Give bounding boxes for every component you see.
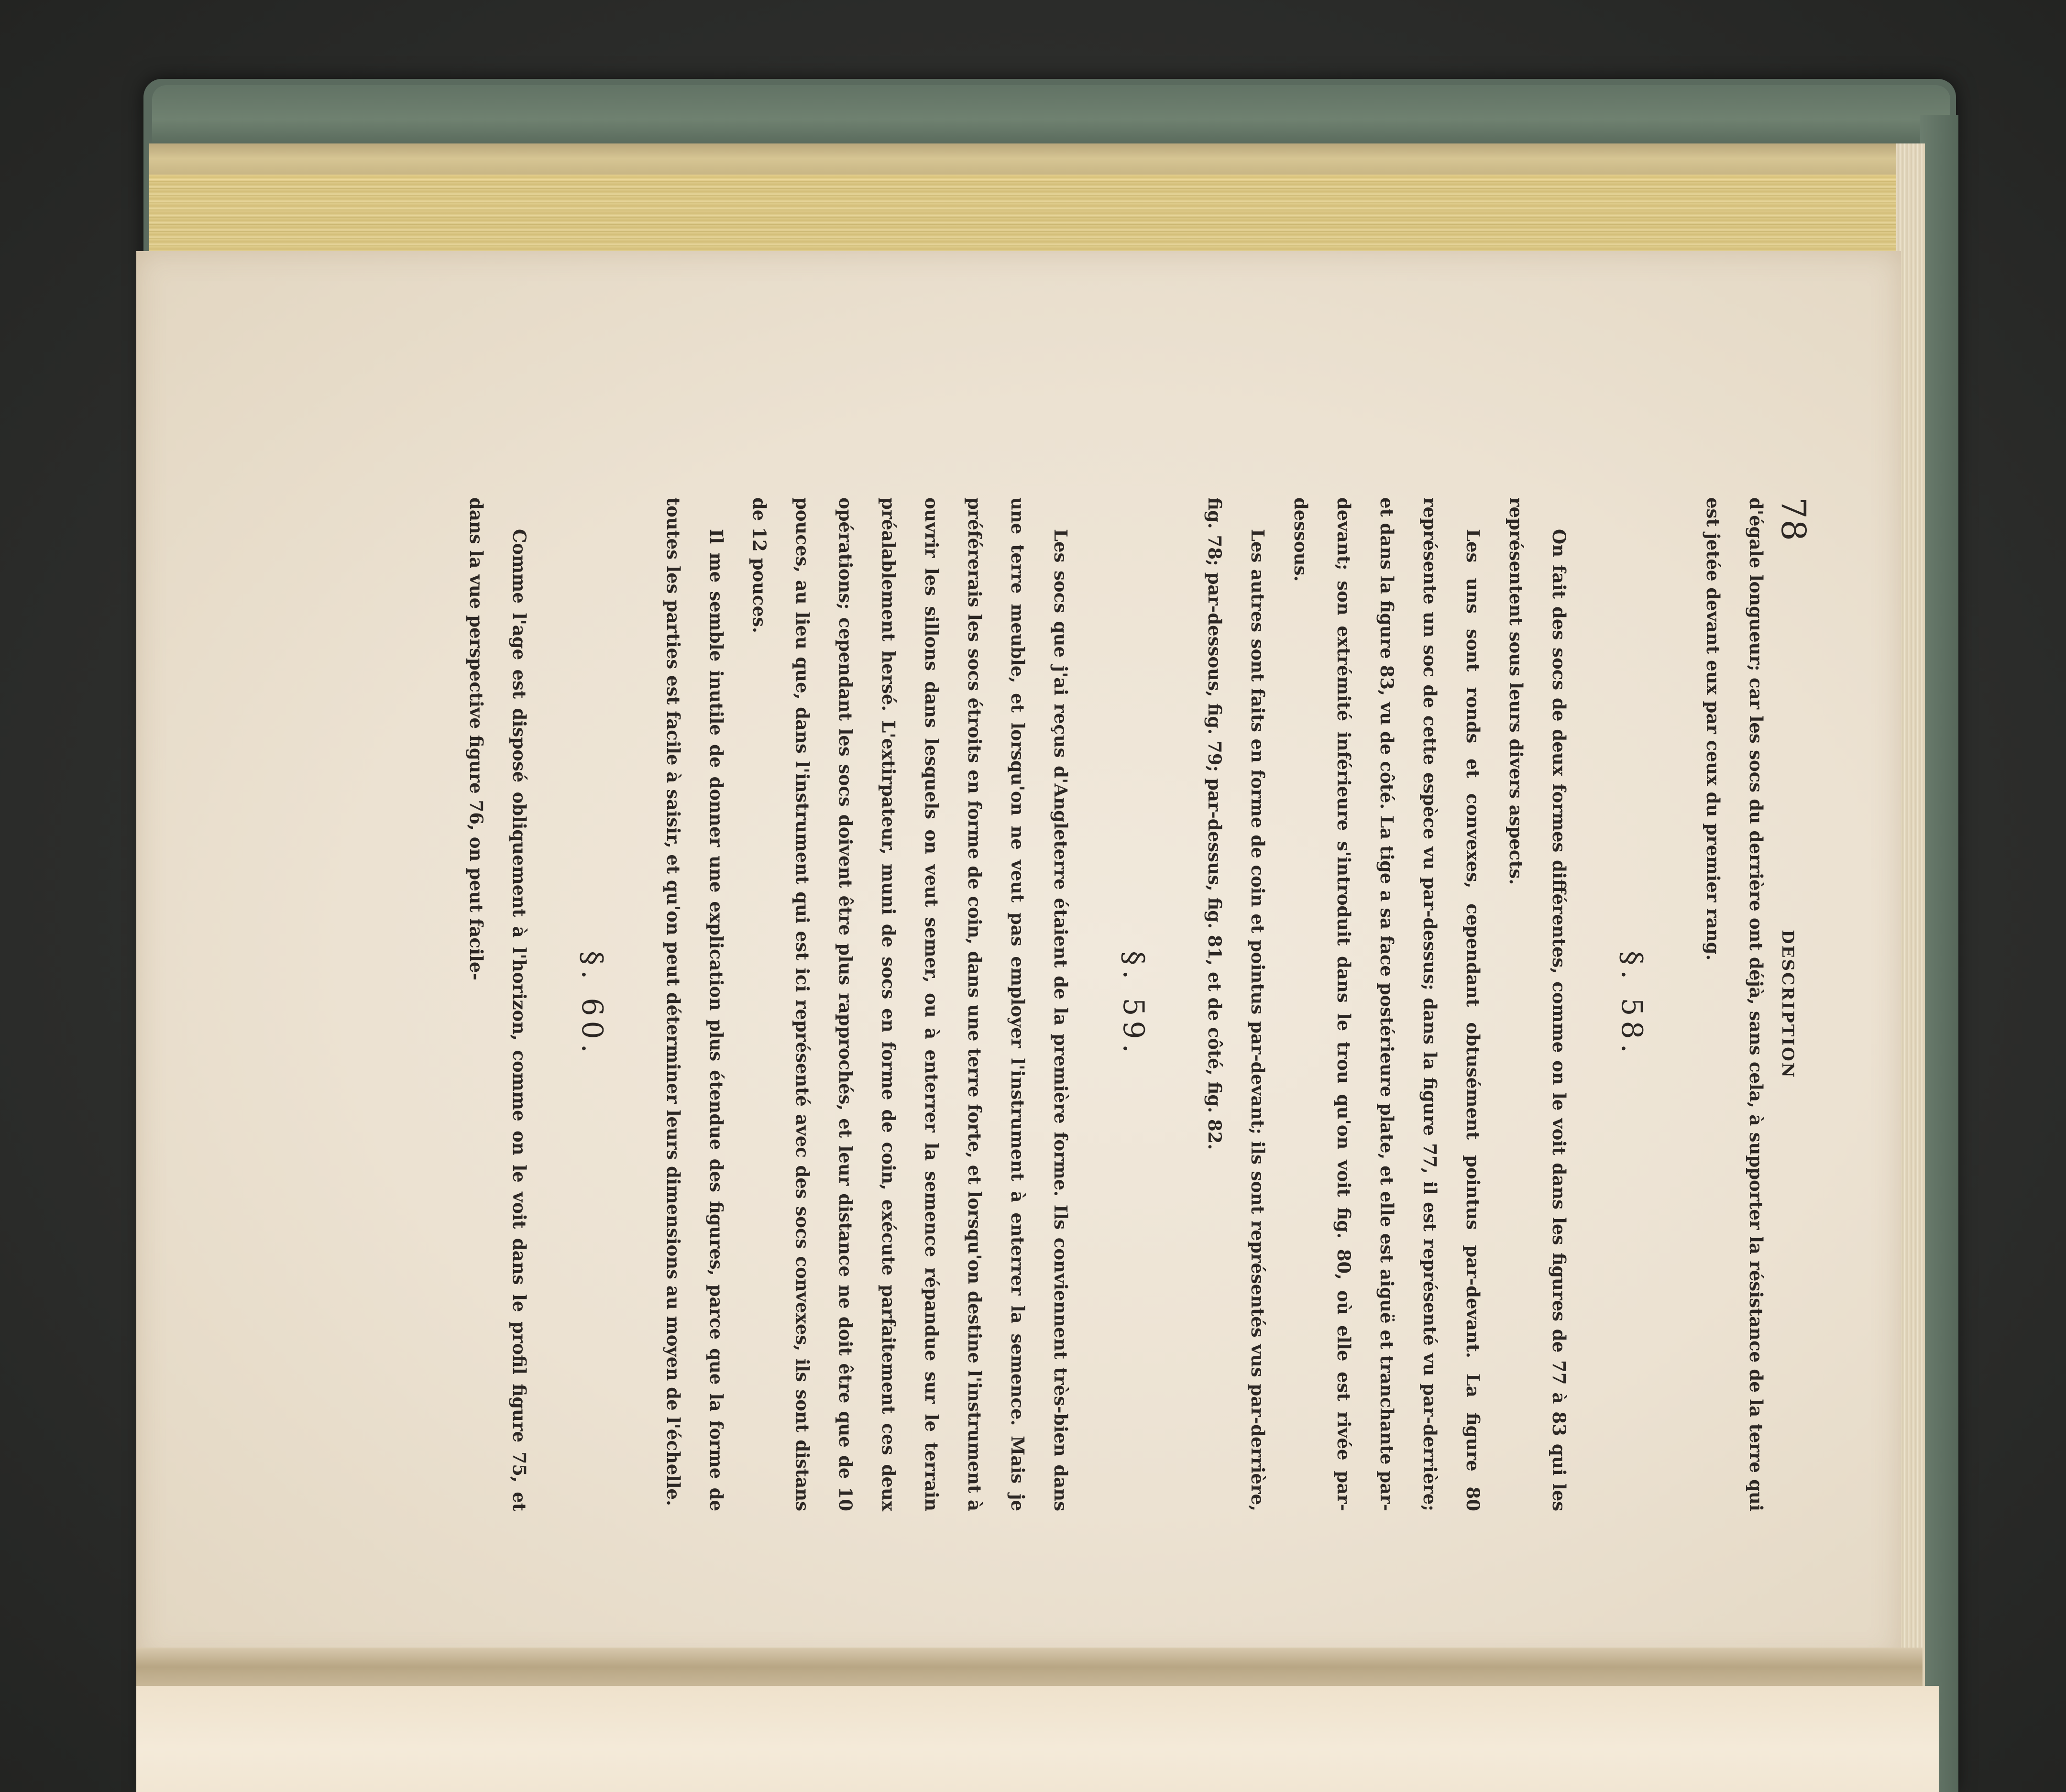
gilt-page-edge — [149, 175, 1919, 253]
book-gutter — [136, 1648, 1923, 1691]
paragraph-60-1: Comme l'age est disposé obliquement à l'horizon, comme on le voit dans le profil figure 75, et dans la vue perspective figure 76, on peut facile- — [466, 497, 530, 1511]
paragraph-59-1: Les socs que j'ai reçus d'Angleterre étaient de la première forme. Ils conviennent très-bien dans une terre meuble, et lorsqu'on ne veut pas employer l'instrument à enterrer la semence. Mais je préférerais les socs étroits en forme de coin, dans une terre forte, et lorsqu'on destine l'instrument à ouvrir les sillons dans lesquels on veut semer, ou à enterrer la semence répandue sur le terrain préalablement hersé. L'extirpateur, muni de socs en forme de coin, exécute parfaitement ces deux opérations; cependant les socs doivent être plus rapprochés, et leur distance ne doit être que de 10 pouces, au lieu que, dans l'instrument qui est ici représenté avec des socs convexes, ils sont distans de 12 pouces. — [749, 497, 1071, 1511]
paragraph-58-2: Les uns sont ronds et convexes, cependant obtusément pointus par-devant. La figure 80 représente un soc de cette espèce vu par-dessus; dans la figure 77, il est représenté vu par-derrière; et dans la figure 83, vu de côté. La tige a sa face postérieure plate, et elle est aiguë et tranchante par-devant; son extrémité inférieure s'introduit dans le trou qu'on voit fig. 80, où elle est rivée par-dessous. — [1290, 497, 1484, 1511]
book-cover-edge-top — [152, 85, 1950, 143]
paragraph-58-1: On fait des socs de deux formes différentes, comme on le voit dans les figures de 77 à 83 qui les représentent sous leurs divers aspects. — [1506, 497, 1570, 1511]
running-head — [1774, 497, 1815, 1511]
section-heading-59: §. 59. — [1117, 951, 1150, 1058]
running-head-title: DESCRIPTION — [1778, 930, 1797, 1079]
page-text-block — [455, 497, 1815, 1511]
page-number: 78 — [1774, 497, 1813, 542]
paragraph-intro: d'égale longueur; car les socs du derrière ont déjà, sans cela, à supporter la résistance de la terre qui est jetée devant eux par ceux du premier rang. — [1703, 497, 1767, 1511]
facing-page — [136, 1686, 1939, 1792]
section-heading-58: §. 58. — [1615, 951, 1648, 1058]
book-cover-edge-right — [1920, 115, 1958, 1792]
paragraph-59-2: Il me semble inutile de donner une explication plus étendue des figures, parce que la forme de toutes les parties est facile à saisir, et qu'on peut déterminer leurs dimensions au moyen de l'échelle. — [663, 497, 727, 1511]
section-heading-60: §. 60. — [575, 951, 609, 1058]
paragraph-58-3: Les autres sont faits en forme de coin et pointus par-devant; ils sont représentés vus par-derrière, fig. 78; par-dessous, fig. 79; par-dessus, fig. 81, et de côté, fig. 82. — [1204, 497, 1268, 1511]
